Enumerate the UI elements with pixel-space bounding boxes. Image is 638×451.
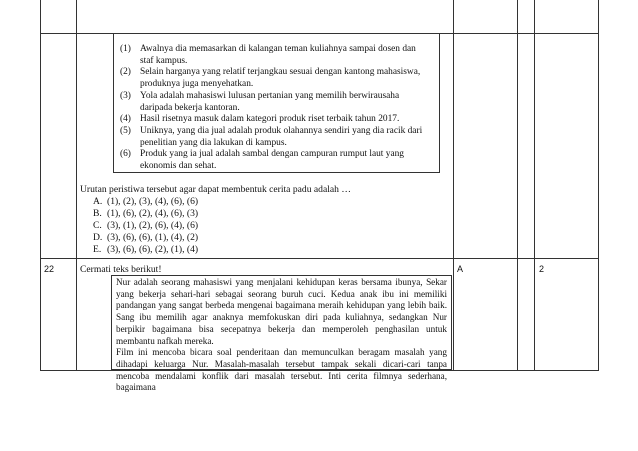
row-divider (40, 258, 598, 259)
option-text: (3), (1), (2), (6), (4), (6) (107, 220, 199, 231)
passage-paragraph: Film ini mencoba bicara soal penderitaan dan memunculkan beragam masalah yang dihadapi keluarga Nur. Masalah-masalah tersebut tampak sekali dicari-cari tanpa mencoba mendalami konflik dari masalah tersebut. Inti cerita filmnya sederhana, bagaimana (116, 347, 447, 393)
statement-item (120, 149, 430, 172)
option-letter: A. (93, 196, 103, 207)
statement-item (120, 114, 430, 126)
option-text: (1), (2), (3), (4), (6), (6) (107, 196, 199, 207)
statement-number: (3) (120, 91, 131, 101)
option-text: (1), (6), (2), (4), (6), (3) (107, 208, 199, 219)
question-number: 22 (44, 264, 55, 274)
column-border-level (517, 0, 518, 371)
table-right-border (598, 0, 599, 371)
option-letter: C. (93, 220, 102, 231)
passage-box (111, 275, 452, 393)
statement-number: (6) (120, 149, 131, 159)
column-border-answer (453, 0, 454, 371)
option-letter: D. (93, 232, 103, 243)
statement-text: Produk yang ia jual adalah sambal dengan campuran rumput laut yang ekonomis dan sehat. (140, 149, 404, 171)
option-text: (3), (6), (6), (1), (4), (2) (107, 232, 199, 243)
answer-option[interactable] (93, 244, 198, 256)
answer-option[interactable] (93, 232, 198, 244)
statement-item (120, 91, 430, 114)
passage-paragraph: Nur adalah seorang mahasiswi yang menjalani kehidupan keras bersama ibunya, Sekar yang bekerja sehari-hari sebagai seorang buruh cuci. Kedua anak ibu ini memiliki pandangan yang sangat berbeda mengenai bagaimana meraih kehidupan yang lebih baik. Sang ibu memilih agar anaknya memfokuskan diri pada kuliahnya, sedangkan Nur berpikir bagaimana bisa secepatnya bekerja dan memperoleh penghasilan untuk membantu nafkah mereka. (116, 277, 447, 346)
statement-number: (5) (120, 126, 131, 136)
statement-number: (2) (120, 67, 131, 77)
option-text: (3), (6), (6), (2), (1), (4) (107, 244, 199, 255)
answer-option[interactable] (93, 196, 198, 208)
answer-option[interactable] (93, 220, 198, 232)
option-letter: E. (93, 244, 102, 255)
column-border-number (40, 0, 41, 371)
statement-item (120, 44, 430, 67)
answer-option[interactable] (93, 208, 198, 220)
statement-text: Yola adalah mahasiswi lulusan pertanian yang memilih berwirausaha daripada bekerja kantoran. (140, 91, 400, 113)
statement-text: Uniknya, yang dia jual adalah produk olahannya sendiri yang dia racik dari penelitian yang dia lakukan di kampus. (140, 126, 423, 148)
question-instruction: Cermati teks berikut! (80, 264, 162, 275)
statement-item (120, 67, 430, 90)
column-border-score (534, 0, 535, 371)
question-text: Urutan peristiwa tersebut agar dapat membentuk cerita padu adalah … (80, 184, 351, 195)
statement-text: Awalnya dia memasarkan di kalangan teman kuliahnya sampai dosen dan staf kampus. (140, 44, 416, 66)
score-value: 2 (539, 264, 545, 274)
statement-number: (1) (120, 44, 131, 54)
statement-number: (4) (120, 114, 131, 124)
option-letter: B. (93, 208, 102, 219)
statement-text: Selain harganya yang relatif terjangkau sesuai dengan kantong mahasiswa, produknya juga menyehatkan. (140, 67, 421, 89)
statement-text: Hasil risetnya masuk dalam kategori produk riset terbaik tahun 2017. (140, 114, 400, 124)
answer-key: A (457, 264, 464, 274)
column-border-question (76, 0, 77, 371)
statement-item (120, 126, 430, 149)
